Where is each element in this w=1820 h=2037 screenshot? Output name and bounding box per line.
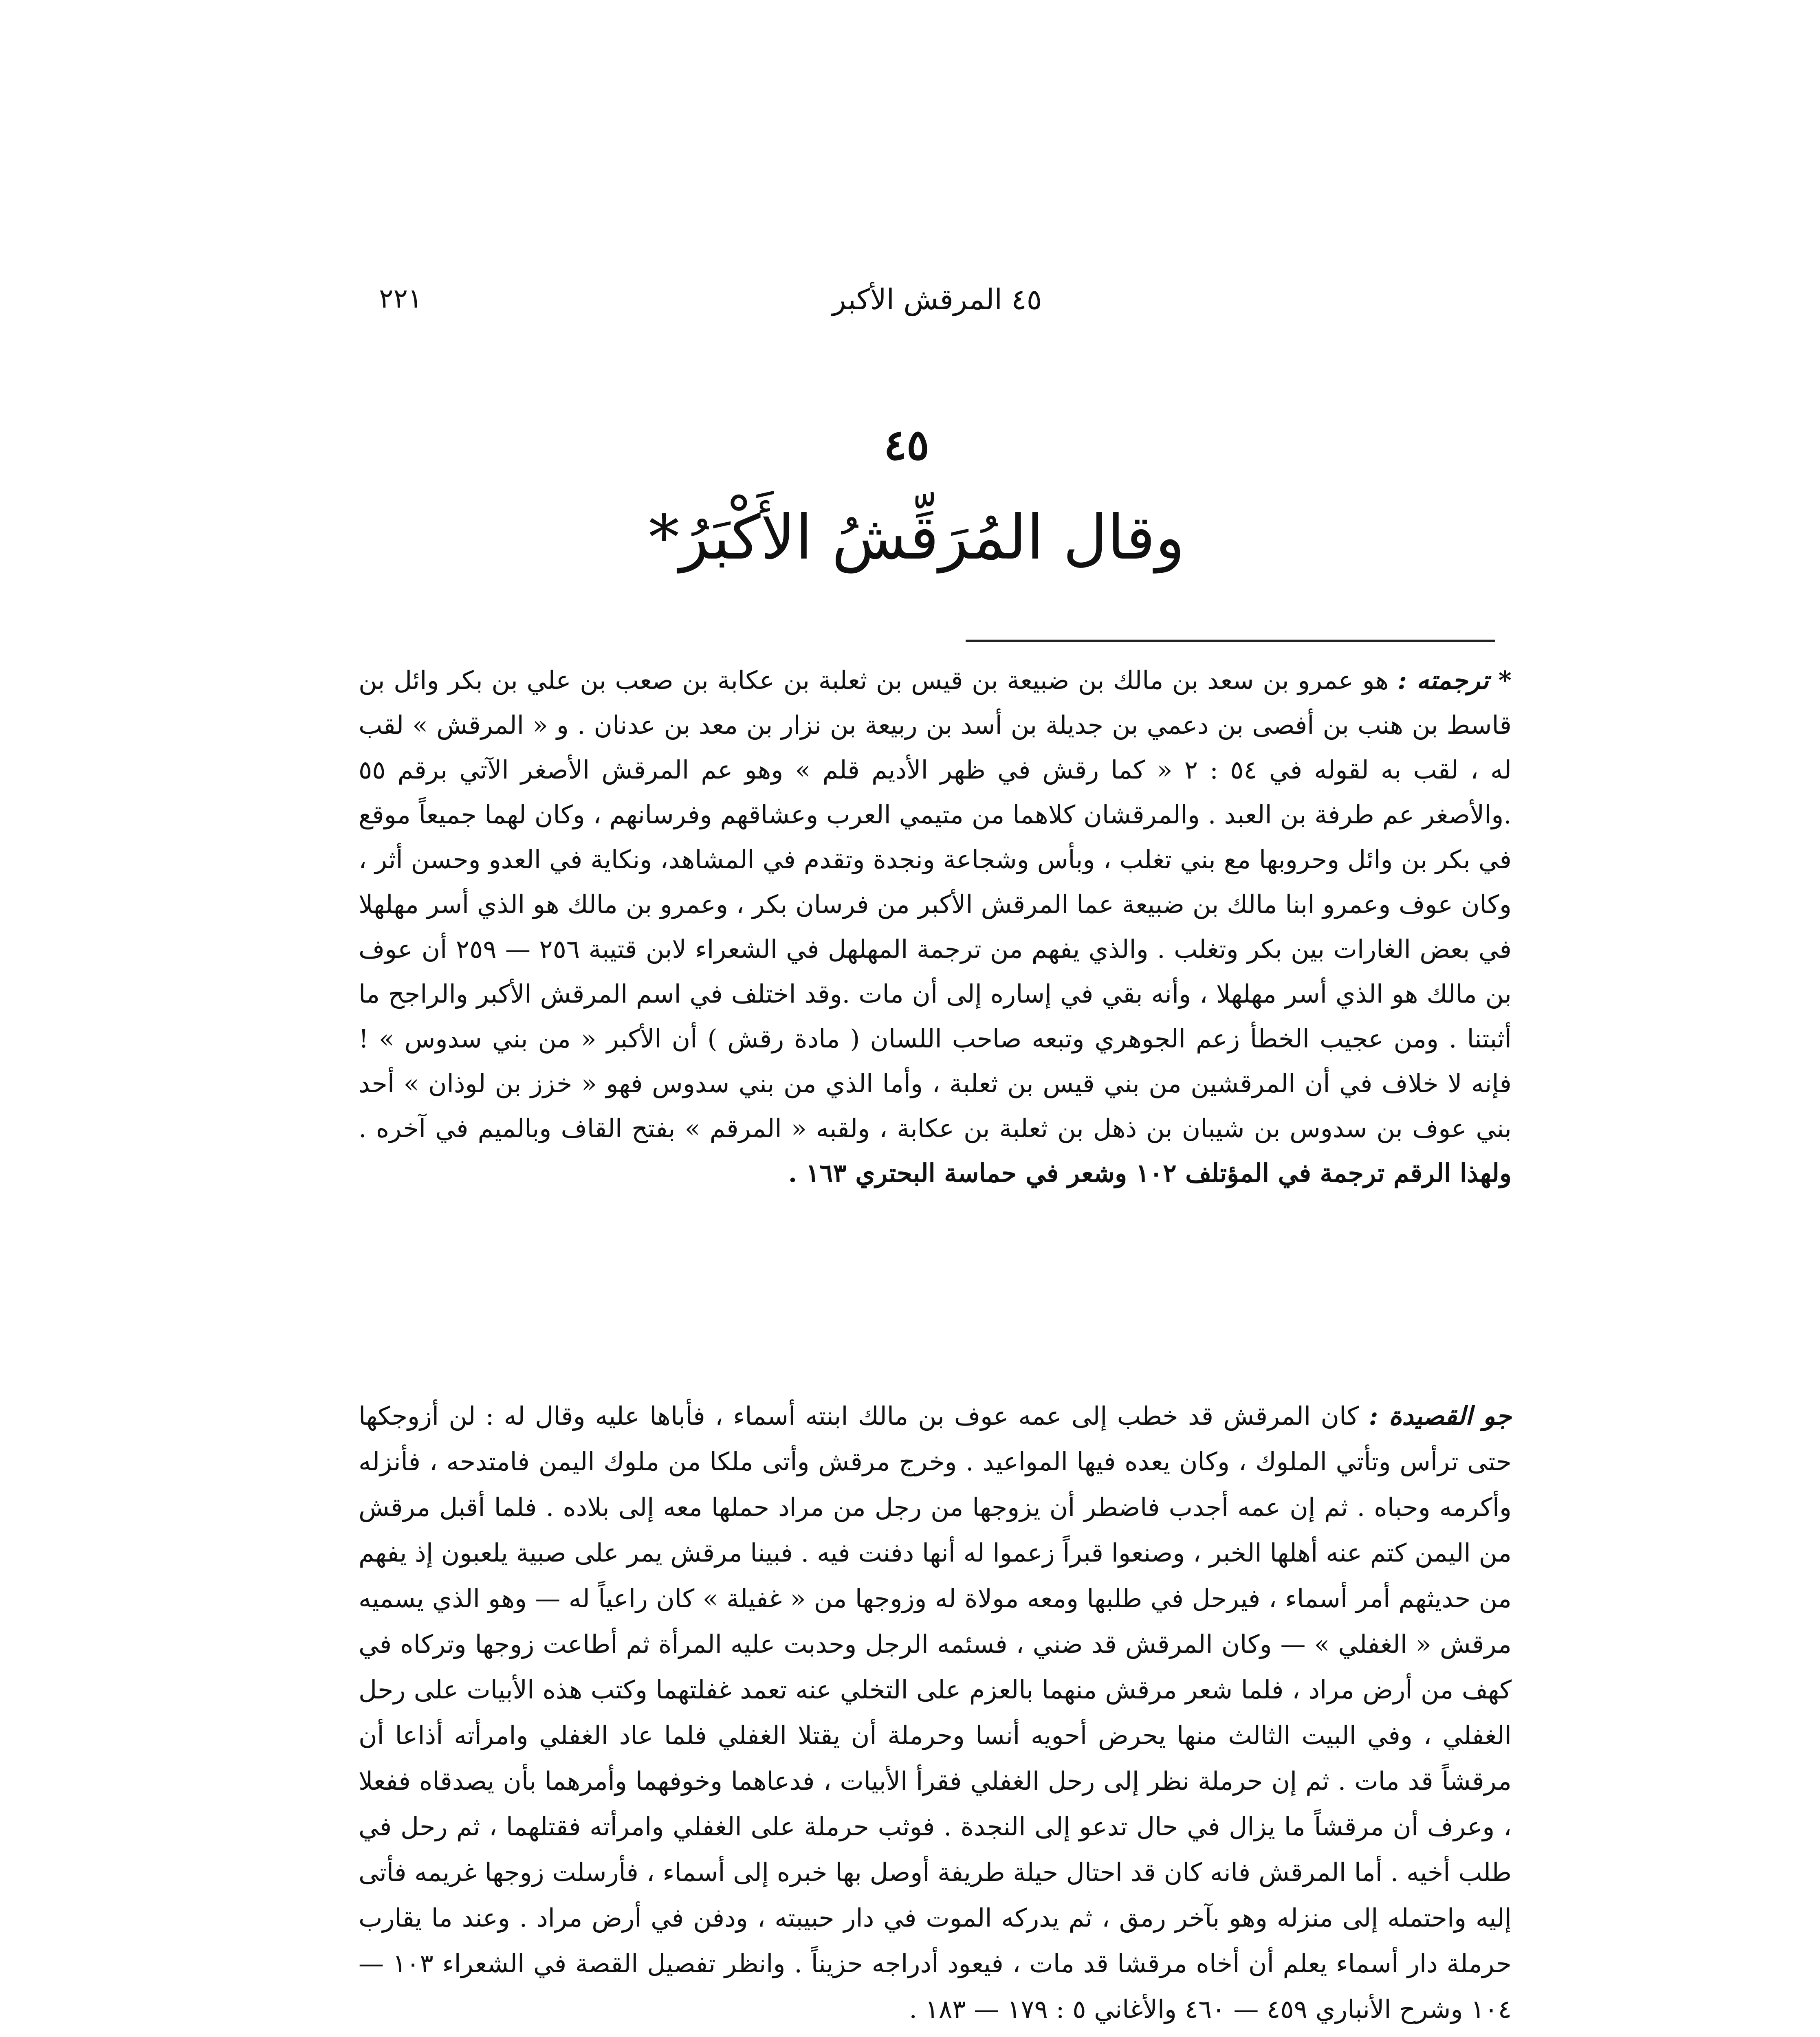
footnote-rule [966, 640, 1495, 642]
biography-label: * ترجمته : [1397, 665, 1512, 695]
story-label: جو القصيدة : [1369, 1401, 1512, 1431]
poem-number: ٤٥ [884, 420, 929, 470]
poem-title: وقال المُرَقِّشُ الأَكْبَرُ* [649, 502, 1185, 573]
biography-paragraph [359, 658, 1512, 1196]
running-header: ٤٥ المرقش الأكبر [832, 283, 1042, 316]
story-paragraph [359, 1393, 1512, 2032]
page-number: ٢٢١ [379, 283, 423, 314]
biography-closing: ولهذا الرقم ترجمة في المؤتلف ١٠٢ وشعر في حماسة البحتري ١٦٣ . [788, 1158, 1512, 1188]
biography-text: هو عمرو بن سعد بن مالك بن ضبيعة بن قيس بن ثعلبة بن عكابة بن صعب بن علي بن بكر وائل بن قاسط بن هنب بن أفصى بن دعمي بن جديلة بن أسد بن ربيعة بن نزار بن معد بن عدنان . و « المرقش » لقب له ، لقب به لقوله في ٥٤ : ٢ « كما رقش في ظهر الأديم قلم » وهو عم المرقش الأصغر الآتي برقم ٥٥ .والأصغر عم طرفة بن العبد . والمرقشان كلاهما من متيمي العرب وعشاقهم وفرسانهم ، وكان لهما جميعاً موقع في بكر بن وائل وحروبها مع بني تغلب ، وبأس وشجاعة ونجدة وتقدم في المشاهد، ونكاية في العدو وحسن أثر ، وكان عوف وعمرو ابنا مالك بن ضبيعة عما المرقش الأكبر من فرسان بكر ، وعمرو بن مالك هو الذي أسر مهلهلا في بعض الغارات بين بكر وتغلب . والذي يفهم من ترجمة المهلهل في الشعراء لابن قتيبة ٢٥٦ — ٢٥٩ أن عوف بن مالك هو الذي أسر مهلهلا ، وأنه بقي في إساره إلى أن مات .وقد اختلف في اسم المرقش الأكبر والراجح ما أثبتنا . ومن عجيب الخطأ زعم الجوهري وتبعه صاحب اللسان ( مادة رقش ) أن الأكبر « من بني سدوس » ! فإنه لا خلاف في أن المرقشين من بني قيس بن ثعلبة ، وأما الذي من بني سدوس فهو « خزز بن لوذان » أحد بني عوف بن سدوس بن شيبان بن ذهل بن ثعلبة بن عكابة ، ولقبه « المرقم » بفتح القاف وبالميم في آخره . [359, 665, 1512, 1143]
story-text: كان المرقش قد خطب إلى عمه عوف بن مالك ابنته أسماء ، فأباها عليه وقال له : لن أزوجكها حتى ترأس وتأتي الملوك ، وكان يعده فيها المواعيد . وخرج مرقش وأتى ملكا من ملوك اليمن فامتدحه ، فأنزله وأكرمه وحباه . ثم إن عمه أجدب فاضطر أن يزوجها من رجل من مراد حملها معه إلى بلاده . فلما أقبل مرقش من اليمن كتم عنه أهلها الخبر ، وصنعوا قبراً زعموا له أنها دفنت فيه . فبينا مرقش يمر على صبية يلعبون إذ يفهم من حديثهم أمر أسماء ، فيرحل في طلبها ومعه مولاة له وزوجها من « غفيلة » كان راعياً له — وهو الذي يسميه مرقش « الغفلي » — وكان المرقش قد ضني ، فسئمه الرجل وحدبت عليه المرأة ثم أطاعت زوجها وتركاه في كهف من أرض مراد ، فلما شعر مرقش منهما بالعزم على التخلي عنه تعمد غفلتهما وكتب هذه الأبيات على رحل الغفلي ، وفي البيت الثالث منها يحرض أحويه أنسا وحرملة أن يقتلا الغفلي فلما عاد الغفلي وامرأته أذاعا أن مرقشاً قد مات . ثم إن حرملة نظر إلى رحل الغفلي فقرأ الأبيات ، فدعاهما وخوفهما وأمرهما بأن يصدقاه ففعلا ، وعرف أن مرقشاً ما يزال في حال تدعو إلى النجدة . فوثب حرملة على الغفلي وامرأته فقتلهما ، ثم رحل في طلب أخيه . أما المرقش فانه كان قد احتال حيلة طريفة أوصل بها خبره إلى أسماء ، فأرسلت زوجها غريمه فأتى إليه واحتمله إلى منزله وهو بآخر رمق ، ثم يدركه الموت في دار حبيبته ، ودفن في أرض مراد . وعند ما يقارب حرملة دار أسماء يعلم أن أخاه مرقشا قد مات ، فيعود أدراجه حزيناً . وانظر تفصيل القصة في الشعراء ١٠٣ — ١٠٤ وشرح الأنباري ٤٥٩ — ٤٦٠ والأغاني ٥ : ١٧٩ — ١٨٣ . [359, 1401, 1512, 2024]
